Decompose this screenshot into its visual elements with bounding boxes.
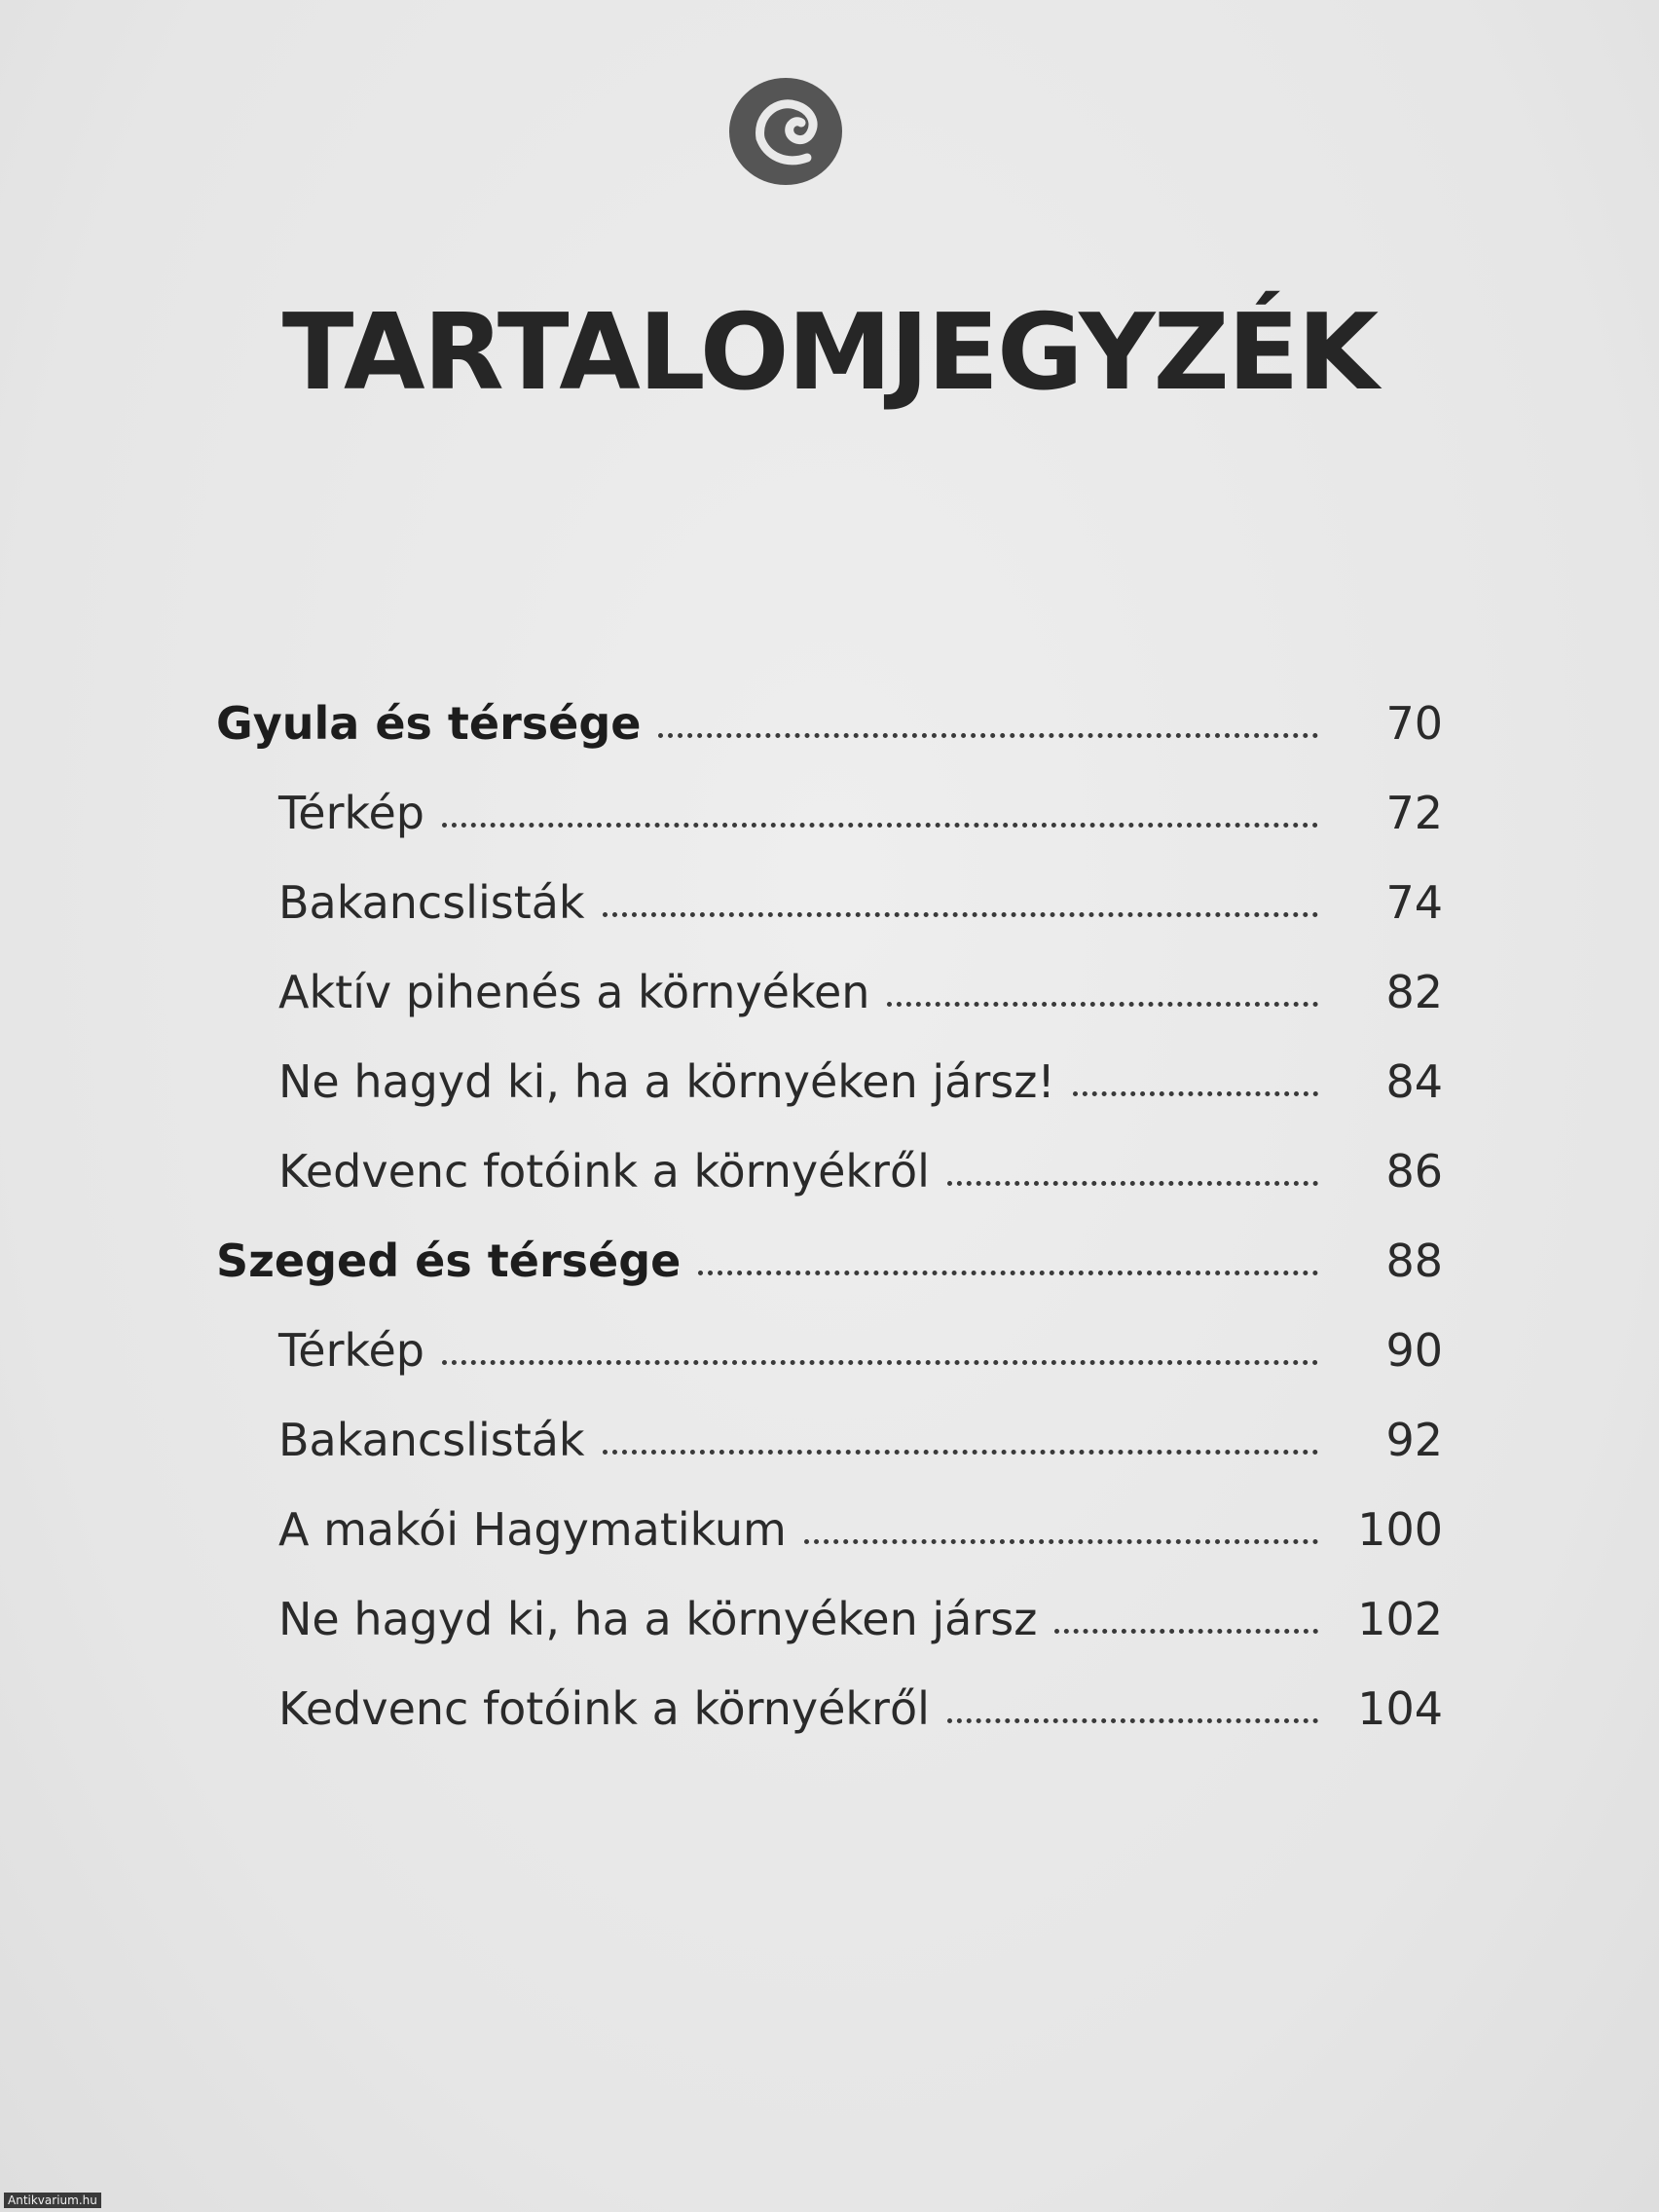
- dot-leader: [1073, 1091, 1318, 1096]
- toc-entry-row[interactable]: [216, 950, 1443, 1018]
- publisher-logo-icon: [727, 76, 844, 187]
- toc-page-number: 90: [1385, 1324, 1443, 1377]
- toc-page-number: 84: [1385, 1055, 1443, 1108]
- toc-label: Kedvenc fotóink a környékről: [278, 1682, 930, 1735]
- dot-leader: [442, 1360, 1318, 1365]
- toc-label: Térkép: [278, 787, 424, 839]
- toc-label: Bakancslisták: [278, 876, 585, 929]
- toc-entry-row[interactable]: [216, 1129, 1443, 1198]
- toc-entry-row[interactable]: [216, 1667, 1443, 1735]
- toc-page-number: 92: [1385, 1414, 1443, 1466]
- dot-leader: [698, 1271, 1318, 1275]
- toc-page-number: 86: [1385, 1145, 1443, 1198]
- toc-entry-row[interactable]: [216, 1577, 1443, 1645]
- dot-leader: [947, 1181, 1318, 1186]
- dot-leader: [804, 1539, 1318, 1544]
- toc-page-number: 100: [1357, 1503, 1443, 1556]
- toc-label: Ne hagyd ki, ha a környéken jársz!: [278, 1055, 1055, 1108]
- dot-leader: [603, 1450, 1318, 1455]
- toc-label: Szeged és térsége: [216, 1235, 682, 1287]
- dot-leader: [1054, 1629, 1318, 1634]
- dot-leader: [947, 1718, 1318, 1723]
- toc-entry-row[interactable]: [216, 1398, 1443, 1466]
- toc-entry-row[interactable]: [216, 1040, 1443, 1108]
- toc-label: Térkép: [278, 1324, 424, 1377]
- toc-page-number: 72: [1385, 787, 1443, 839]
- toc-entry-row[interactable]: [216, 1309, 1443, 1377]
- toc-label: Bakancslisták: [278, 1414, 585, 1466]
- toc-page-number: 104: [1357, 1682, 1443, 1735]
- toc-section-row[interactable]: [216, 1219, 1443, 1287]
- source-watermark: Antikvarium.hu: [4, 2193, 101, 2208]
- toc-section-row[interactable]: [216, 682, 1443, 750]
- toc-page-number: 102: [1357, 1593, 1443, 1645]
- toc-page-number: 74: [1385, 876, 1443, 929]
- toc-page-number: 70: [1385, 697, 1443, 750]
- toc-label: Gyula és térsége: [216, 697, 642, 750]
- toc-page-number: 88: [1385, 1235, 1443, 1287]
- dot-leader: [603, 912, 1318, 917]
- toc-label: Ne hagyd ki, ha a környéken jársz: [278, 1593, 1038, 1645]
- toc-label: Aktív pihenés a környéken: [278, 966, 870, 1018]
- page-title: TARTALOMJEGYZÉK: [281, 292, 1378, 414]
- toc-page-number: 82: [1385, 966, 1443, 1018]
- dot-leader: [658, 733, 1318, 738]
- dot-leader: [442, 823, 1318, 828]
- toc-entry-row[interactable]: [216, 861, 1443, 929]
- dot-leader: [887, 1002, 1318, 1007]
- toc-entry-row[interactable]: [216, 771, 1443, 839]
- toc-label: Kedvenc fotóink a környékről: [278, 1145, 930, 1198]
- toc-label: A makói Hagymatikum: [278, 1503, 787, 1556]
- toc-entry-row[interactable]: [216, 1488, 1443, 1556]
